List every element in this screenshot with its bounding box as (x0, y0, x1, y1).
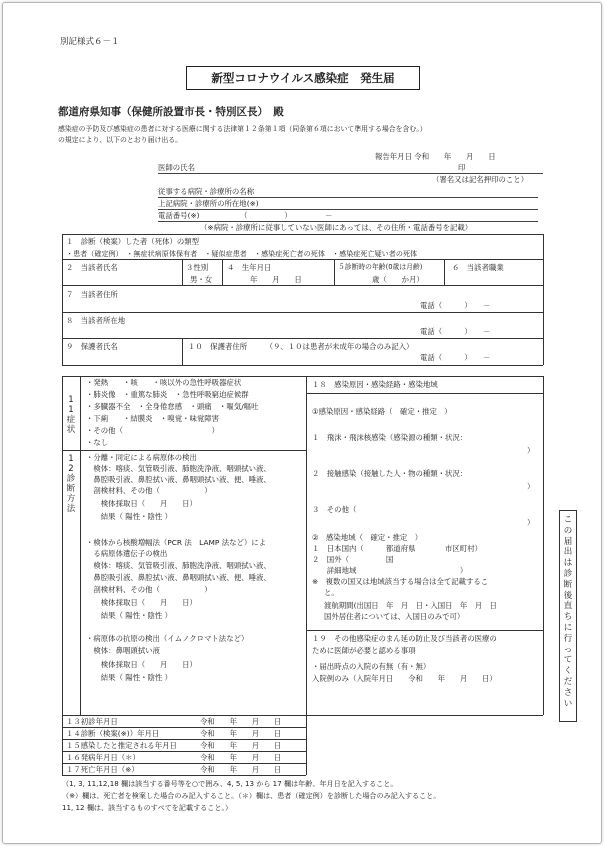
diagnosis-line: 検体：喀痰、気管吸引液、肺胞洗浄液、咽頭拭い液、 (86, 464, 271, 473)
intro-line-2: の規定により、以下のとおり届け出る。 (58, 136, 183, 144)
phone-label: 電話番号(※) (158, 211, 200, 220)
rule (182, 259, 183, 285)
symptom-line-1: ・発熱 ・咳 ・咳以外の急性呼吸器症状 (86, 378, 242, 387)
rule (306, 715, 307, 775)
footer-note-1: （1, 3, 11,12,18 欄は該当する番号等を○で囲み、4, 5, 13 から 17 欄は年齢、年月日を記入すること。 (62, 779, 398, 788)
rule (543, 376, 544, 715)
section1-options: ・患者（確定例） ・無症状病原体保有者 ・疑似症患者 ・感染症死亡者の死体 ・感染症死亡疑い者の死体 (66, 249, 418, 258)
rule (62, 234, 543, 235)
date-label: １４診断（検案(※)）年月日 (66, 729, 160, 738)
dob-value: 年 月 日 (250, 275, 302, 284)
rule (62, 751, 306, 752)
travel-period: 渡航期間(出国日 年 月 日・入国日 年 月 日 (324, 601, 497, 610)
rule (62, 715, 63, 775)
page-title: 新型コロナウイルス感染症 発生届 (186, 66, 420, 90)
section18-header: １８ 感染原因・感染経路・感染地域 (312, 380, 438, 389)
admission-date: 入院例のみ（入院年月日 令和 年 月 日） (312, 674, 497, 683)
diagnosis-line: 検体採取日（ 月 日） (86, 598, 197, 607)
section19-header-2: ために医師が必要と認める事項 (312, 646, 416, 655)
rule (62, 376, 543, 377)
rule (62, 365, 543, 366)
report-date: 報告年月日 令和 年 月 日 (375, 152, 496, 161)
region-header: ② 感染地域（ 確定・推定 ） (312, 533, 423, 542)
admission-status: ・届出時点の入院の有無（有・無） (312, 662, 431, 671)
patient-location-label: ８ 当該者所在地 (66, 316, 126, 325)
route-header: ①感染原因・感染経路（ 確定・推定 ） (312, 407, 452, 416)
contact-infection: ２ 接触感染（接触した人・物の種類・状況： (312, 469, 468, 478)
diagnosis-line: 検体：喀痰、気管吸引液、肺胞洗浄液、咽頭拭い液、 (86, 561, 271, 570)
region-note-2: と。 (324, 588, 339, 597)
date-value: 令和 年 月 日 (200, 741, 282, 750)
rule (62, 338, 543, 339)
diagnosis-line: 剖検材料、その他（ ） (86, 486, 212, 495)
contact-close: ） (527, 482, 535, 491)
sex-value: 男・女 (190, 275, 213, 284)
seal-mark: 印 (458, 163, 466, 172)
reporter-footnote: （※病院・診療所に従事していない医師にあっては、その住所・電話番号を記載） (200, 223, 473, 232)
rule (62, 763, 306, 764)
symptom-line-5: ・その他（ ） (86, 426, 220, 435)
rule (182, 338, 183, 365)
rule (62, 259, 543, 260)
diagnosis-line: 検体採取日（ 月 日） (86, 660, 197, 669)
guardian-address-label: １０ 保護者住所 （９、１０は患者が未成年の場合のみ記入） (188, 342, 414, 351)
phone-line (158, 221, 538, 222)
rule (222, 259, 223, 285)
droplet-close: ） (527, 446, 535, 455)
rule (306, 376, 307, 715)
rule (62, 285, 543, 286)
rule (306, 393, 543, 394)
section19-header: １９ その他感染症のまん延の防止及び当該者の医療の (312, 634, 497, 643)
diagnosis-line: 結果（ 陽性・陰性 ） (86, 611, 172, 620)
patient-address-label: ７ 当該者住所 (66, 290, 118, 299)
section1-header: １ 診断（検案）した者（死体）の類型 (66, 237, 200, 246)
diagnosis-line: ・分離・同定による病原体の検出 (86, 453, 197, 462)
rule (80, 376, 81, 715)
date-value: 令和 年 月 日 (200, 765, 282, 774)
rule (62, 450, 306, 451)
rule (62, 376, 63, 715)
rule (62, 739, 306, 740)
region-detail: 詳細地域 ） (312, 566, 468, 575)
footer-note-2: （※）欄は、死亡者を検案した場合のみ記入すること。（＊）欄は、患者（確定例）を診断した場合のみ記入すること。 (62, 791, 441, 800)
intro-line-1: 感染症の予防及び感染症の患者に対する医療に関する法律第１２条第１項（同条第６項において準用する場合を含む。） (58, 125, 427, 133)
other-infection: ３ その他（ (312, 505, 357, 514)
rule (62, 234, 63, 365)
diagnosis-line: 剖検材料、その他（ ） (86, 585, 212, 594)
guardian-name-label: ９ 保護者氏名 (66, 342, 118, 351)
travel-period-2: 国外居住者については、入国日のみで可） (324, 612, 465, 621)
patient-location-phone: 電話（ ） － (420, 327, 491, 336)
rule (444, 259, 445, 285)
date-value: 令和 年 月 日 (200, 753, 282, 762)
rule (62, 715, 543, 716)
addressee: 都道府県知事（保健所設置市長・特別区長） 殿 (58, 106, 284, 118)
doctor-name-label: 医師の氏名 (158, 163, 195, 172)
hospital-address-line (158, 209, 538, 210)
other-close: ） (527, 518, 535, 527)
symptom-line-3: ・多臓器不全 ・全身倦怠感 ・頭痛 ・嘔気/嘔吐 (86, 402, 259, 411)
occupation-label: ６ 当該者職業 (452, 263, 504, 272)
diagnosis-line: 検体：鼻咽頭拭い液 (86, 646, 160, 655)
symptom-line-4: ・下痢 ・結膜炎 ・嗅覚・味覚障害 (86, 414, 220, 423)
date-label: １３初診年月日 (66, 717, 118, 726)
date-label: １７死亡年月日（※） (66, 765, 139, 774)
rule (62, 312, 543, 313)
age-value: 歳（ か月） (372, 275, 424, 284)
date-label: １５感染したと推定される年月日 (66, 741, 177, 750)
date-value: 令和 年 月 日 (200, 717, 282, 726)
diagnosis-line: ・病原体の抗原の検出（イムノクロマト法など） (86, 634, 249, 643)
diagnosis-line: る病原体遺伝子の検出 (86, 549, 168, 558)
phone-format: （ ） － (240, 211, 333, 220)
region-domestic: １ 日本国内（ 都道府県 市区町村） (312, 544, 482, 553)
rule (543, 234, 544, 365)
rule (62, 727, 306, 728)
age-label: ５診断時の年齢(0歳は月齢) (338, 263, 423, 271)
patient-address-phone: 電話（ ） － (420, 301, 491, 310)
rule (62, 775, 306, 776)
side-note: この届出は診断後直ちに行ってください (563, 515, 573, 709)
sex-label: ３性別 (186, 263, 209, 272)
dob-label: ４ 生年月日 (227, 263, 272, 272)
rule (334, 259, 335, 285)
diagnosis-label: 12診断方法 (66, 454, 76, 514)
region-abroad: ２ 国外（ 国 (312, 555, 394, 564)
symptom-line-6: ・なし (86, 438, 109, 447)
footer-note-3: 11, 12 欄は、該当するものすべてを記載すること。） (62, 803, 233, 812)
doctor-name-line (158, 173, 543, 174)
region-note: ※ 複数の国又は地域該当する場合は全て記載するこ (312, 577, 489, 586)
diagnosis-line: 結果（ 陽性・陰性 ） (86, 512, 172, 521)
rule (306, 630, 543, 631)
hospital-name-line (158, 197, 538, 198)
form-number: 別記様式６－１ (60, 37, 120, 47)
diagnosis-line: 鼻腔吸引液、鼻腔拭い液、鼻咽頭拭い液、便、唾液、 (86, 573, 271, 582)
hospital-address-label: 上記病院・診療所の所在地(※) (158, 199, 259, 208)
diagnosis-line: 鼻腔吸引液、鼻腔拭い液、鼻咽頭拭い液、便、唾液、 (86, 475, 271, 484)
droplet-infection: １ 飛沫・飛沫核感染（感染源の種類・状況： (312, 433, 468, 442)
diagnosis-line: 検体採取日（ 月 日） (86, 499, 197, 508)
symptoms-label: 11症状 (66, 395, 76, 435)
diagnosis-line: ・検体から核酸増幅法（PCR 法 LAMP 法など）によ (86, 538, 267, 547)
date-value: 令和 年 月 日 (200, 729, 282, 738)
guardian-phone: 電話（ ） － (420, 353, 491, 362)
seal-note: （署名又は記名押印のこと） (432, 175, 529, 184)
patient-name-label: ２ 当該者氏名 (66, 263, 118, 272)
date-label: １６発病年月日（＊） (66, 753, 140, 762)
hospital-name-label: 従事する病院・診療所の名称 (158, 187, 255, 196)
symptom-line-2: ・肺炎像 ・重篤な肺炎 ・急性呼吸窮迫症候群 (86, 390, 249, 399)
side-note-box (559, 510, 577, 722)
diagnosis-line: 結果（ 陽性・陰性 ） (86, 673, 172, 682)
